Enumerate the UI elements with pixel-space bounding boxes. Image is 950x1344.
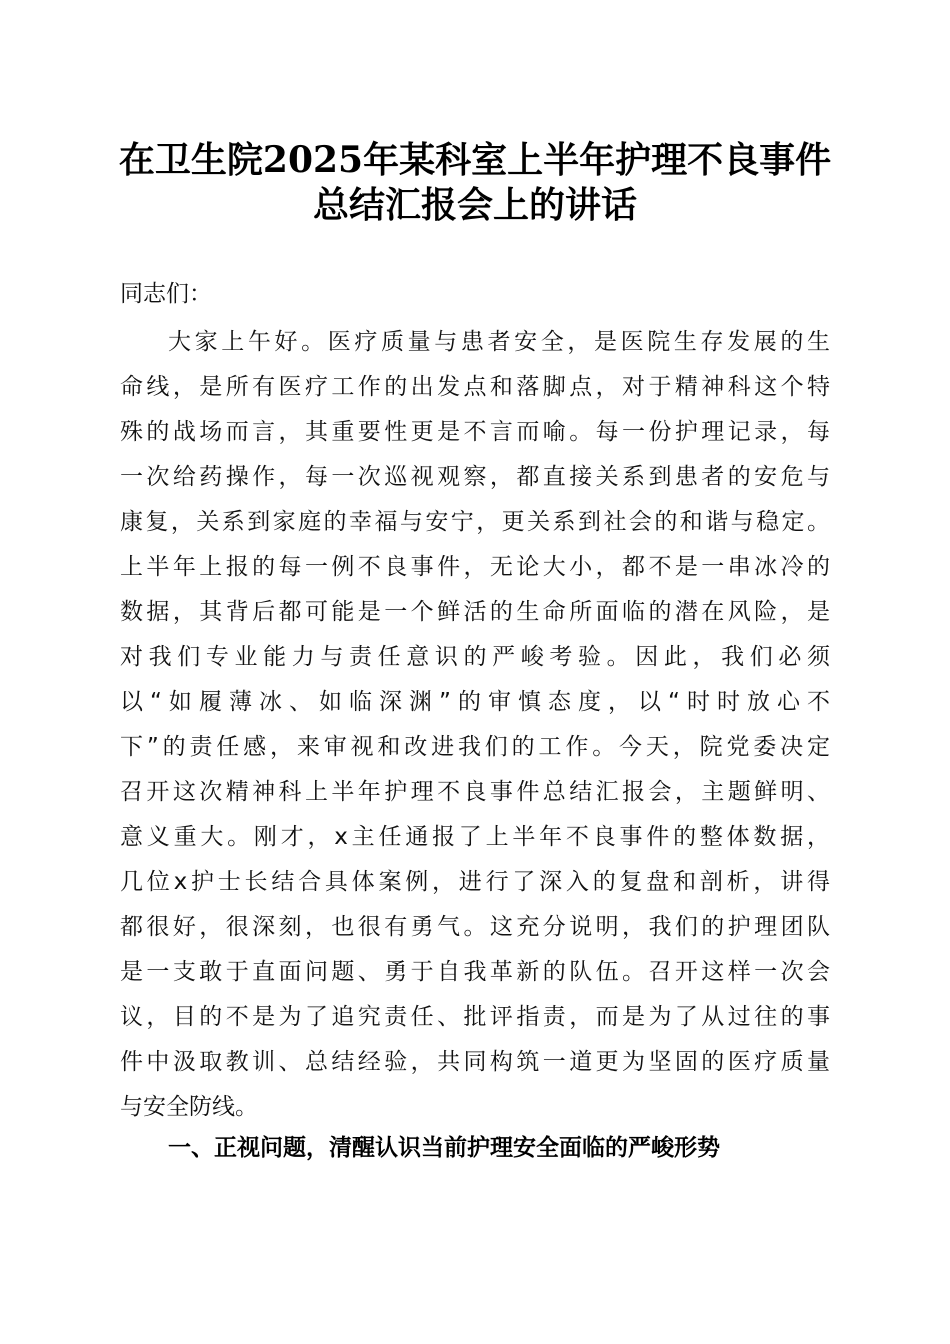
section-heading: 一、正视问题，清醒认识当前护理安全面临的严峻形势	[168, 1135, 720, 1161]
paragraph-line: 召开这次精神科上半年护理不良事件总结汇报会，主题鲜明、	[120, 779, 830, 805]
salutation: 同志们：	[120, 281, 212, 307]
paragraph-line: 康复，关系到家庭的幸福与安宁，更关系到社会的和谐与稳定。	[120, 509, 830, 535]
paragraph-line: 一次给药操作，每一次巡视观察，都直接关系到患者的安危与	[120, 464, 830, 490]
paragraph-line: 都很好，很深刻，也很有勇气。这充分说明，我们的护理团队	[120, 914, 830, 940]
paragraph-line: 上半年上报的每一例不良事件，无论大小，都不是一串冰冷的	[120, 554, 830, 580]
paragraph-line: 意义重大。刚才，x主任通报了上半年不良事件的整体数据，	[120, 824, 830, 850]
paragraph-line: 对我们专业能力与责任意识的严峻考验。因此，我们必须	[120, 644, 830, 670]
paragraph-line: 以“如履薄冰、如临深渊”的审慎态度，以“时时放心不	[120, 689, 830, 715]
paragraph-line: 是一支敢于直面问题、勇于自我革新的队伍。召开这样一次会	[120, 959, 830, 985]
title-line-1: 在卫生院2025年某科室上半年护理不良事件	[118, 139, 832, 181]
paragraph-line: 几位x护士长结合具体案例，进行了深入的复盘和剖析，讲得	[120, 869, 830, 895]
paragraph-line: 命线，是所有医疗工作的出发点和落脚点，对于精神科这个特	[120, 374, 830, 400]
paragraph-line: 下”的责任感，来审视和改进我们的工作。今天，院党委决定	[120, 734, 830, 760]
paragraph-line: 与安全防线。	[120, 1094, 258, 1120]
paragraph-line: 议，目的不是为了追究责任、批评指责，而是为了从过往的事	[120, 1004, 830, 1030]
title-line-2: 总结汇报会上的讲话	[312, 184, 637, 226]
paragraph-line: 数据，其背后都可能是一个鲜活的生命所面临的潜在风险，是	[120, 599, 830, 625]
paragraph-line: 件中汲取教训、总结经验，共同构筑一道更为坚固的医疗质量	[120, 1049, 830, 1075]
paragraph-line: 大家上午好。医疗质量与患者安全，是医院生存发展的生	[168, 329, 830, 355]
paragraph-line: 殊的战场而言，其重要性更是不言而喻。每一份护理记录，每	[120, 419, 830, 445]
